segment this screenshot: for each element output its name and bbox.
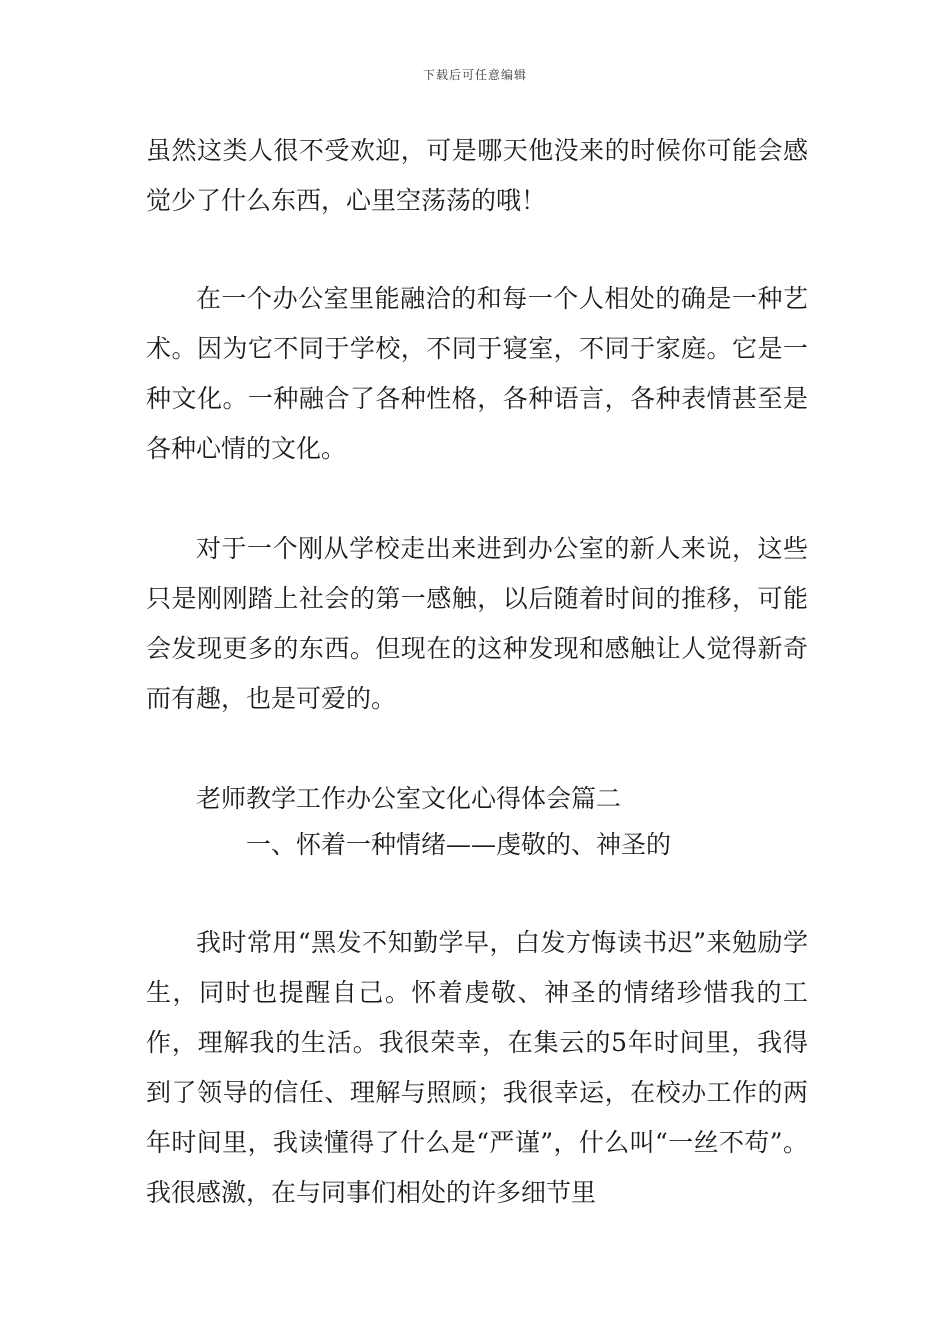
paragraph-2: 在一个办公室里能融洽的和每一个人相处的确是一种艺术。因为它不同于学校，不同于寝室，不同于家庭。它是一种文化。一种融合了各种性格，各种语言，各种表情甚至是各种心情的文化。 [146,284,808,463]
header-note: 下载后可任意编辑 [422,68,527,82]
section-subtitle-block [246,820,806,870]
paragraph-2-block [146,274,808,474]
paragraph-3: 对于一个刚从学校走出来进到办公室的新人来说，这些只是刚刚踏上社会的第一感触，以后随着时间的推移，可能会发现更多的东西。但现在的这种发现和感触让人觉得新奇而有趣，也是可爱的。 [146,534,808,713]
section-subtitle: 一、怀着一种情绪——虔敬的、神圣的 [246,830,672,859]
paragraph-4: 我时常用“黑发不知勤学早，白发方悔读书迟”来勉励学生，同时也提醒自己。怀着虔敬、神圣的情绪珍惜我的工作，理解我的生活。我很荣幸，在集云的5年时间里，我得到了领导的信任、理解与照顾；我很幸运，在校办工作的两年时间里，我读懂得了什么是“严谨”，什么叫“一丝不苟”。我很感激，在与同事们相处的许多细节里 [146,928,808,1207]
paragraph-1-block [146,126,808,226]
paragraph-4-block [146,918,808,1218]
section-title: 老师教学工作办公室文化心得体会篇二 [196,784,622,813]
section-title-block [196,774,796,824]
paragraph-3-block [146,524,808,724]
paragraph-1: 虽然这类人很不受欢迎，可是哪天他没来的时候你可能会感觉少了什么东西，心里空荡荡的哦！ [146,136,808,215]
